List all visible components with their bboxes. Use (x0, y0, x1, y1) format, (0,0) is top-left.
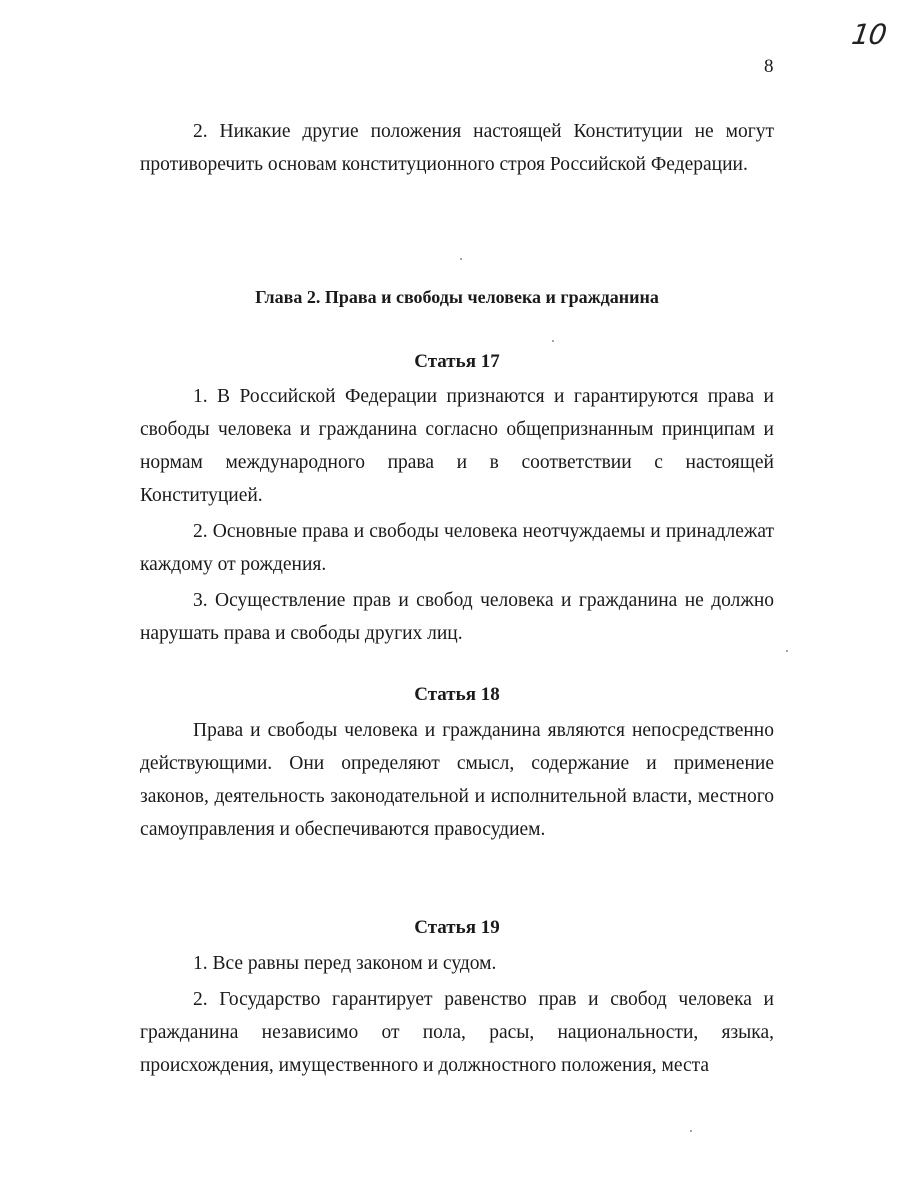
intro-block (140, 115, 774, 181)
paragraph: Права и свободы человека и гражданина являются непосредственно действующими. Они определяют смысл, содержание и применение законов, деятельность законодательной и исполнительной власти, местного самоуправления и обеспечиваются правосудием. (140, 720, 774, 840)
paragraph: 1. Все равны перед законом и судом. (193, 953, 497, 974)
paragraph: 3. Осуществление прав и свобод человека и гражданина не должно нарушать права и свободы других лиц. (140, 590, 774, 644)
page-number: 8 (764, 56, 774, 77)
scan-speck (690, 1130, 692, 1132)
chapter-title: Глава 2. Права и свободы человека и гражданина (255, 287, 659, 307)
paragraph: 1. В Российской Федерации признаются и гарантируются права и свободы человека и гражданина согласно общепризнанным принципам и нормам международного права и в соответствии с настоящей Конституцией. (140, 386, 774, 506)
scan-speck (460, 258, 462, 260)
paragraph: 2. Основные права и свободы человека неотчуждаемы и принадлежат каждому от рождения. (140, 521, 774, 575)
article-17-body (140, 380, 774, 650)
scan-speck (552, 340, 554, 342)
article-heading-18: Статья 18 (414, 684, 500, 705)
article-heading-17: Статья 17 (414, 351, 500, 372)
paragraph: 2. Никакие другие положения настоящей Конституции не могут противоречить основам конституционного строя Российской Федерации. (140, 121, 774, 175)
article-19-body (140, 947, 774, 1082)
article-18-body (140, 714, 774, 846)
scan-speck (786, 650, 788, 652)
handwritten-page-mark: 10 (849, 18, 888, 51)
paragraph: 2. Государство гарантирует равенство прав и свобод человека и гражданина независимо от пола, расы, национальности, языка, происхождения, имущественного и должностного положения, места (140, 989, 774, 1076)
article-heading-19: Статья 19 (414, 917, 500, 938)
